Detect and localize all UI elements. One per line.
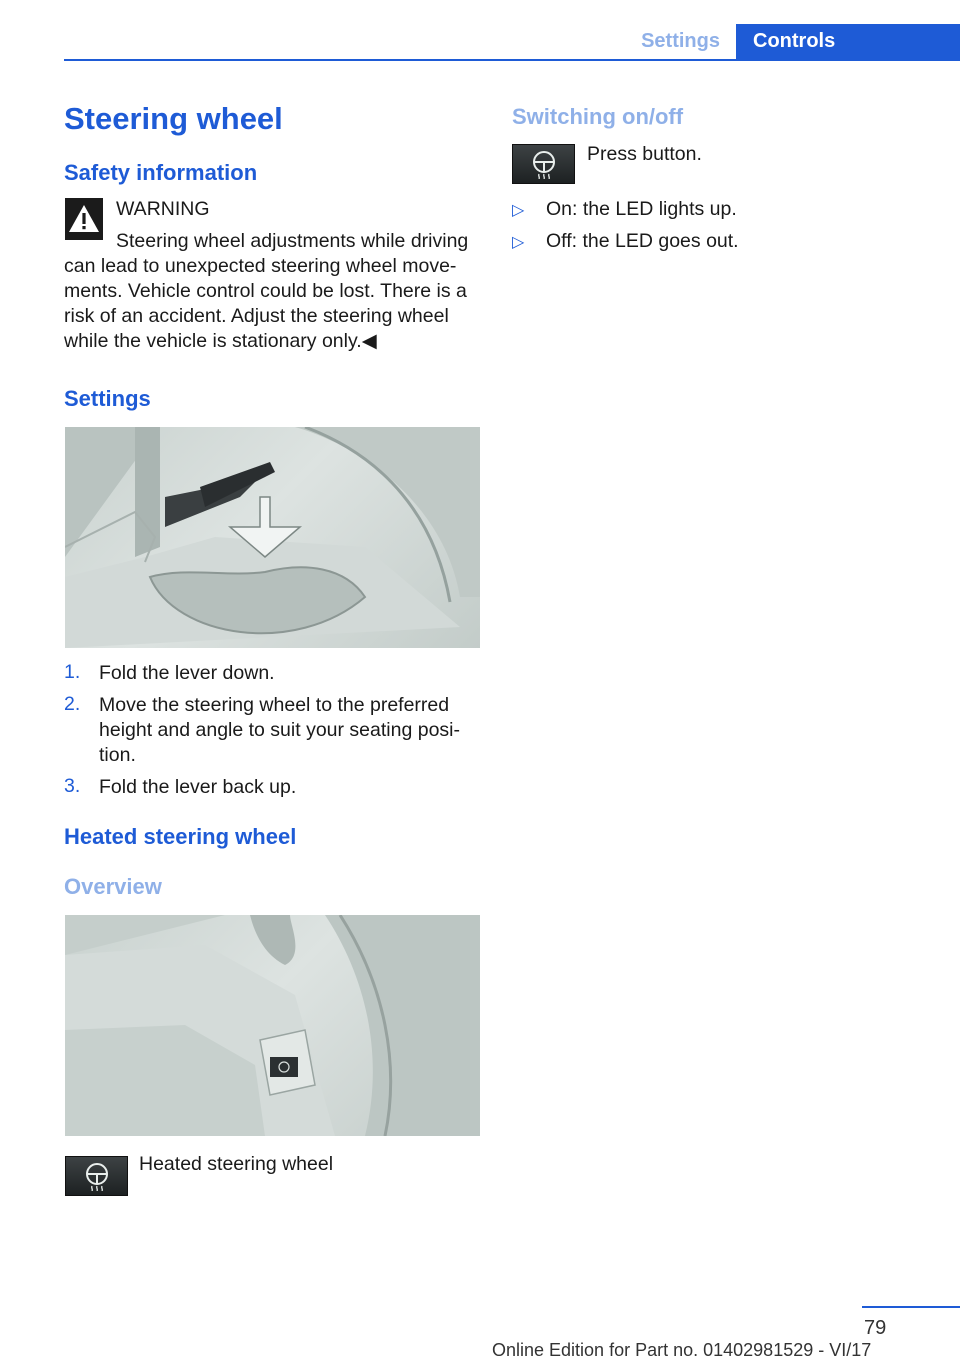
heated-wheel-button-illustration xyxy=(65,915,480,1136)
warning-text-first: Steering wheel adjustments while driving xyxy=(116,230,469,252)
heated-steering-wheel-icon xyxy=(65,1156,128,1196)
bullet-item: On: the LED lights up. xyxy=(546,198,737,220)
warning-text-line: ments. Vehicle control could be lost. There is a xyxy=(64,280,467,302)
overview-heading: Overview xyxy=(64,874,162,899)
step-text: Fold the lever back up. xyxy=(99,776,297,798)
step-text: height and angle to suit your seating posi- xyxy=(99,719,460,741)
safety-heading: Safety information xyxy=(64,160,258,185)
step-number: 1. xyxy=(64,661,81,683)
page-title: Steering wheel xyxy=(64,101,283,136)
footer-rule xyxy=(862,1306,960,1308)
switching-heading: Switching on/off xyxy=(512,104,684,129)
header-rule xyxy=(64,59,960,61)
heated-steering-heading: Heated steering wheel xyxy=(64,824,297,849)
warning-text-line: while the vehicle is stationary only.◀ xyxy=(64,330,377,352)
step-number: 2. xyxy=(64,693,81,715)
warning-text-line: can lead to unexpected steering wheel move- xyxy=(64,255,457,277)
settings-heading: Settings xyxy=(64,386,151,411)
warning-label: WARNING xyxy=(116,198,210,220)
bullet-item: Off: the LED goes out. xyxy=(546,230,739,252)
footer-edition: Online Edition for Part no. 01402981529 - VI/17 xyxy=(492,1340,872,1360)
step-text: tion. xyxy=(99,744,136,766)
press-button-instruction: Press button. xyxy=(587,143,702,165)
page-number: 79 xyxy=(864,1317,887,1339)
header-section-label: Settings xyxy=(641,30,720,52)
step-text: Fold the lever down. xyxy=(99,662,275,684)
heated-steering-wheel-icon xyxy=(512,144,575,184)
bullet-triangle-icon: ▷ xyxy=(512,202,525,219)
header-chapter-tab: Controls xyxy=(736,24,960,61)
heated-wheel-icon-caption: Heated steering wheel xyxy=(139,1153,334,1175)
warning-icon xyxy=(65,198,103,240)
step-number: 3. xyxy=(64,775,81,797)
step-text: Move the steering wheel to the preferred xyxy=(99,694,450,716)
steering-lever-illustration xyxy=(65,427,480,648)
bullet-triangle-icon: ▷ xyxy=(512,234,525,251)
warning-text-line: risk of an accident. Adjust the steering wheel xyxy=(64,305,449,327)
